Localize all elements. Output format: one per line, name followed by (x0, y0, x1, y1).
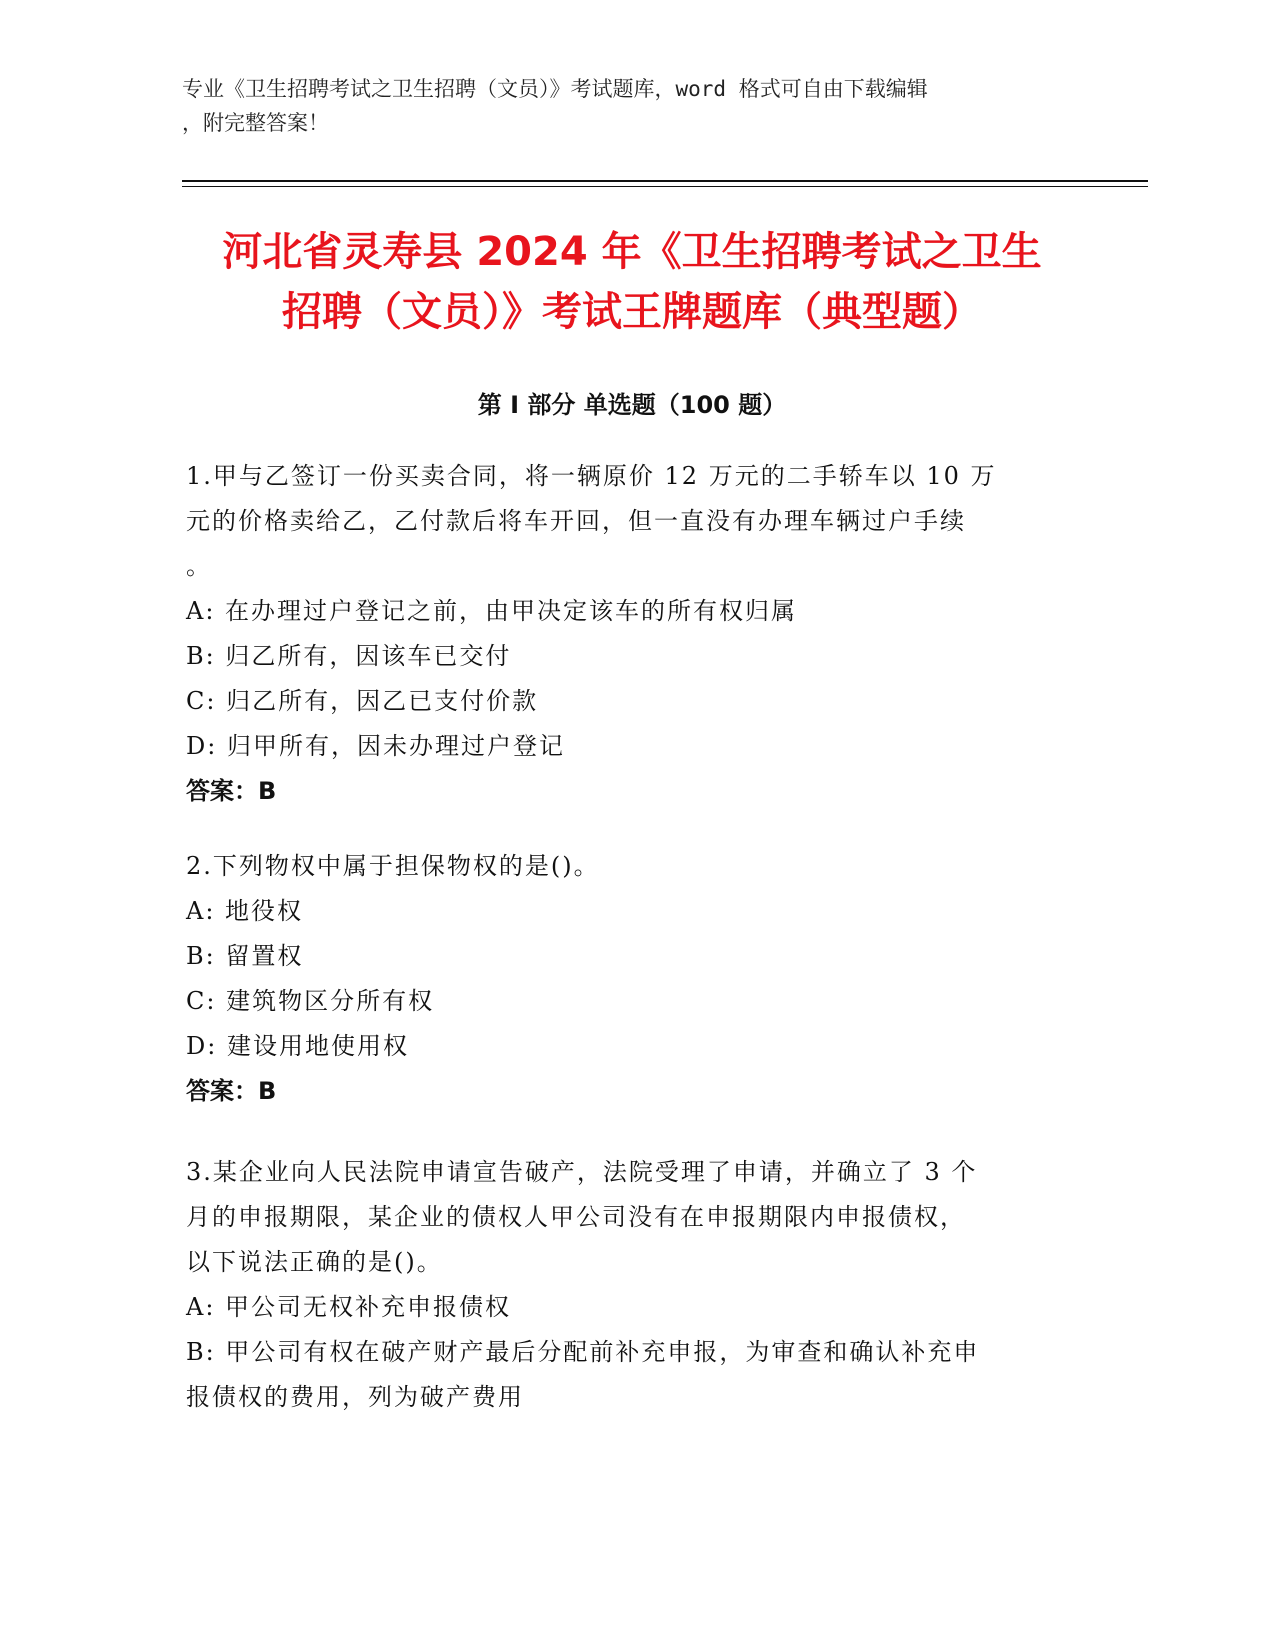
header-rule-thin (182, 186, 1148, 187)
option-a: A: 甲公司无权补充申报债权 (186, 1293, 512, 1321)
question-3 (186, 1150, 1066, 1420)
answer: 答案：B (186, 777, 277, 805)
header-line-2: ，附完整答案！ (182, 111, 329, 135)
page-title (182, 222, 1082, 342)
option-b: B: 归乙所有，因该车已交付 (186, 642, 512, 670)
option-a: A: 地役权 (186, 897, 304, 925)
question-stem-line: 1.甲与乙签订一份买卖合同，将一辆原价 12 万元的二手轿车以 10 万 (186, 462, 997, 490)
option-d: D: 归甲所有，因未办理过户登记 (186, 732, 565, 760)
option-b: B: 留置权 (186, 942, 304, 970)
option-b: B: 甲公司有权在破产财产最后分配前补充申报，为审查和确认补充申 (186, 1338, 980, 1366)
answer: 答案：B (186, 1077, 277, 1105)
title-line-1: 河北省灵寿县 2024 年《卫生招聘考试之卫生 (222, 229, 1042, 275)
question-stem-line: 。 (186, 552, 212, 580)
question-stem-line: 2.下列物权中属于担保物权的是()。 (186, 852, 600, 880)
document-header (182, 72, 1062, 140)
option-d: D: 建设用地使用权 (186, 1032, 409, 1060)
header-line-1: 专业《卫生招聘考试之卫生招聘（文员）》考试题库，word 格式可自由下载编辑 (182, 77, 928, 101)
option-c: C: 建筑物区分所有权 (186, 987, 435, 1015)
question-stem-line: 元的价格卖给乙，乙付款后将车开回，但一直没有办理车辆过户手续 (186, 507, 966, 535)
option-b-continued: 报债权的费用，列为破产费用 (186, 1383, 524, 1411)
question-stem-line: 以下说法正确的是()。 (186, 1248, 443, 1276)
question-stem-line: 月的申报期限，某企业的债权人甲公司没有在申报期限内申报债权， (186, 1203, 966, 1231)
question-1 (186, 454, 1066, 814)
option-a: A: 在办理过户登记之前，由甲决定该车的所有权归属 (186, 597, 798, 625)
header-rule-thick (182, 180, 1148, 182)
question-stem-line: 3.某企业向人民法院申请宣告破产，法院受理了申请，并确立了 3 个 (186, 1158, 978, 1186)
title-line-2: 招聘（文员）》考试王牌题库（典型题） (282, 289, 982, 335)
option-c: C: 归乙所有，因乙已支付价款 (186, 687, 539, 715)
question-2 (186, 844, 1066, 1114)
section-heading: 第 I 部分 单选题（100 题） (477, 391, 787, 419)
